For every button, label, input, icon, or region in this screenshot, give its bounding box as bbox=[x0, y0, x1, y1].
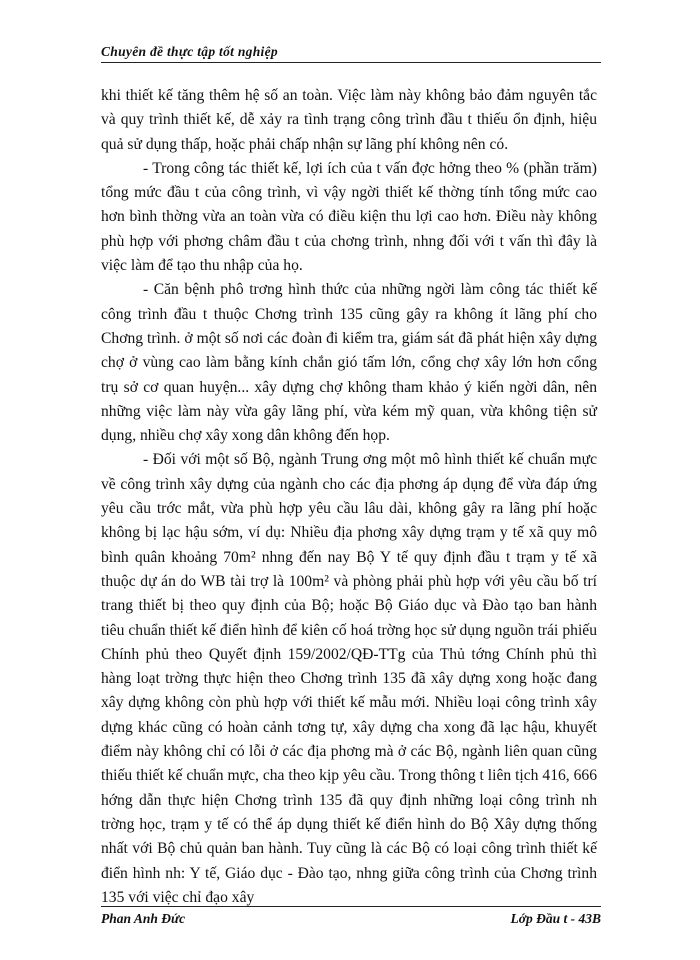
paragraph: khi thiết kế tăng thêm hệ số an toàn. Việc làm này không bảo đảm nguyên tắc và quy trình thiết kế, dễ xảy ra tình trạng công trình đầu t thiếu ổn định, hiệu quả sử dụng thấp, hoặc phải chấp nhận sự lãng phí không nên có. bbox=[101, 87, 597, 153]
page-header bbox=[101, 44, 601, 63]
document-body bbox=[101, 84, 597, 910]
paragraph: - Đối với một số Bộ, ngành Trung ơng một mô hình thiết kế chuẩn mực về công trình xây dựng của ngành cho các địa phơng áp dụng để vừa đáp ứng yêu cầu trớc mắt, vừa phù hợp yêu cầu lâu dài, không gây ra lãng phí hoặc không bị lạc hậu sớm, ví dụ: Nhiều địa phơng xây dựng trạm y tế xã quy mô bình quân khoảng 70m² nhng đến nay Bộ Y tế quy định đầu t trạm y tế xã thuộc dự án do WB tài trợ là 100m² và phòng phải phù hợp với yêu cầu bố trí trang thiết bị theo quy định của Bộ; hoặc Bộ Giáo dục và Đào tạo ban hành tiêu chuẩn thiết kế điển hình để kiên cố hoá trờng học sử dụng nguồn trái phiếu Chính phủ theo Quyết định 159/2002/QĐ-TTg của Thủ tớng Chính phủ thì hàng loạt trờng thực hiện theo Chơng trình 135 đã xây dựng xong hoặc đang xây dựng không còn phù hợp với thiết kế mẫu mới. Nhiều loại công trình xây dựng khác cũng có hoàn cảnh tơng tự, xây dựng cha xong đã lạc hậu, khuyết điểm này không chỉ có lỗi ở các địa phơng mà ở các Bộ, ngành liên quan cũng thiếu thiết kế chuẩn mực, cha theo kịp yêu cầu. Trong thông t liên tịch 416, 666 hớng dẫn thực hiện Chơng trình 135 đã quy định những loại công trình nh trờng học, trạm y tế có thể áp dụng thiết kế điển hình do Bộ Xây dựng thống nhất với Bộ chủ quản ban hành. Tuy cũng là các Bộ có loại công trình thiết kế điển hình nh: Y tế, Giáo dục - Đào tạo, nhng giữa công trình của Chơng trình 135 với việc chỉ đạo xây bbox=[101, 451, 597, 906]
footer-class: Lớp Đầu t - 43B bbox=[510, 911, 601, 926]
page-footer bbox=[101, 906, 601, 927]
paragraph: - Căn bệnh phô trơng hình thức của những ngời làm công tác thiết kế công trình đầu t thuộc Chơng trình 135 cũng gây ra không ít lãng phí cho Chơng trình. ở một số nơi các đoàn đi kiểm tra, giám sát đã phát hiện xây dựng chợ ở vùng cao làm bằng kính chắn gió tấm lớn, cổng chợ xây lớn hơn cổng trụ sở cơ quan huyện... xây dựng chợ không tham khảo ý kiến ngời dân, nên những việc làm này vừa gây lãng phí, vừa kém mỹ quan, vừa không tiện sử dụng, nhiều chợ xây xong dân không đến họp. bbox=[101, 281, 597, 445]
header-title: Chuyên đề thực tập tốt nghiệp bbox=[101, 44, 278, 59]
paragraph: - Trong công tác thiết kế, lợi ích của t vấn đợc hởng theo % (phần trăm) tổng mức đầu t của công trình, vì vậy ngời thiết kế thờng tính tổng mức cao hơn bình thờng vừa an toàn vừa có điều kiện thu lợi cao hơn. Điều này không phù hợp với phơng châm đầu t của chơng trình, nhng đối với t vấn thì đây là việc làm để tạo thu nhập của họ. bbox=[101, 159, 597, 275]
footer-author: Phan Anh Đức bbox=[101, 911, 186, 926]
